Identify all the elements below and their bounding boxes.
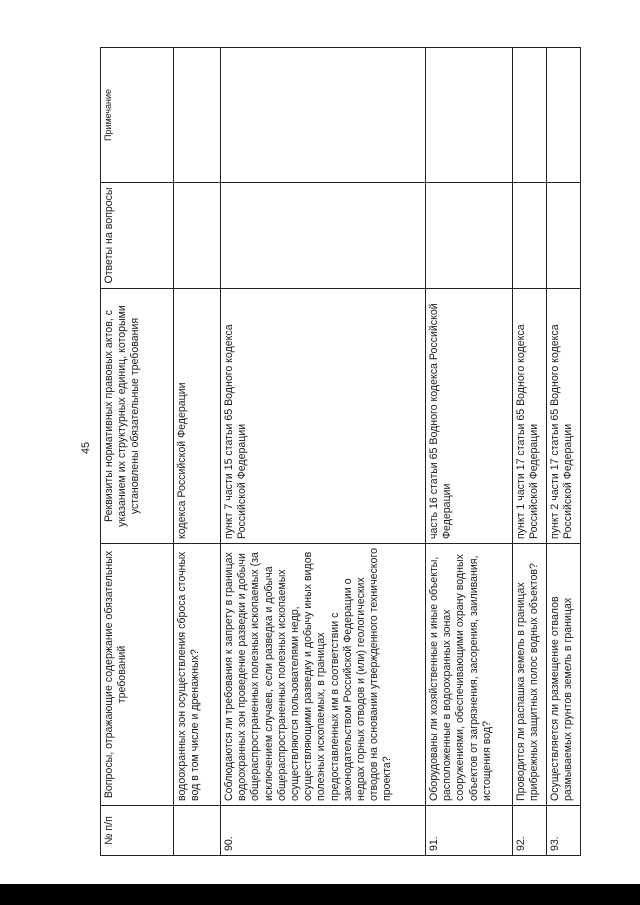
rotated-table-wrapper — [100, 48, 580, 856]
row-num: 93. — [547, 806, 581, 856]
row-requisites: пункт 1 части 17 статьи 65 Водного кодекса Российской Федерации — [513, 289, 547, 544]
row-question: Соблюдаются ли требования к запрету в границах водоохранных зон проведение разведки и добычи общераспространенных полезных ископаемых (за исключением случаев, если разведка и добыча общераспространенных полезных ископаемых осуществляются пользователями недр, осуществляющими разведку и добычу иных видов полезных ископаемых, в границах предоставленных им в соответствии с законодательством Российской Федерации о недрах горных отводов и (или) геологических отводов на основании утвержденного технического проекта? — [221, 544, 426, 806]
row-question: Осуществляется ли размещение отвалов размываемых грунтов земель в границах — [547, 544, 581, 806]
table-row — [174, 48, 221, 856]
row-answer[interactable] — [426, 183, 513, 289]
row-answer[interactable] — [221, 183, 426, 289]
scan-border — [0, 884, 640, 905]
row-requisites: часть 16 статьи 65 Водного кодекса Российской Федерации — [426, 289, 513, 544]
row-question: Оборудованы ли хозяйственные и иные объекты, расположенные в водоохранных зонах сооружениями, обеспечивающими охрану водных объектов от загрязнения, засорения, заиливания, истощения вод? — [426, 544, 513, 806]
row-question: водоохранных зон осуществления сброса сточных вод в том числе и дренажных? — [174, 544, 221, 806]
table-row — [547, 48, 581, 856]
table-row — [426, 48, 513, 856]
row-requisites: кодекса Российской Федерации — [174, 289, 221, 544]
table-row — [221, 48, 426, 856]
row-requisites: пункт 2 части 17 статьи 65 Водного кодекса Российской Федерации — [547, 289, 581, 544]
header-num: № п/п — [101, 806, 174, 856]
row-answer[interactable] — [513, 183, 547, 289]
row-num — [174, 806, 221, 856]
row-requisites: пункт 7 части 15 статьи 65 Водного кодекса Российской Федерации — [221, 289, 426, 544]
row-num: 91. — [426, 806, 513, 856]
row-note[interactable] — [426, 48, 513, 183]
row-note[interactable] — [221, 48, 426, 183]
row-answer[interactable] — [547, 183, 581, 289]
header-question: Вопросы, отражающие содержание обязательных требований — [101, 544, 174, 806]
header-note: Примечание — [101, 48, 174, 183]
table-header-row — [101, 48, 174, 856]
header-requisites: Реквизиты нормативных правовых актов, с указанием их структурных единиц, которыми установлены обязательные требования — [101, 289, 174, 544]
header-answers: Ответы на вопросы — [101, 183, 174, 289]
row-note[interactable] — [513, 48, 547, 183]
row-note[interactable] — [174, 48, 221, 183]
row-num: 92. — [513, 806, 547, 856]
row-question: Проводится ли распашка земель в границах прибрежных защитных полос водных объектов? — [513, 544, 547, 806]
requirements-table — [100, 47, 581, 856]
page-number: 45 — [80, 441, 92, 455]
row-note[interactable] — [547, 48, 581, 183]
row-answer[interactable] — [174, 183, 221, 289]
table-row — [513, 48, 547, 856]
row-num: 90. — [221, 806, 426, 856]
table-area — [100, 48, 580, 856]
